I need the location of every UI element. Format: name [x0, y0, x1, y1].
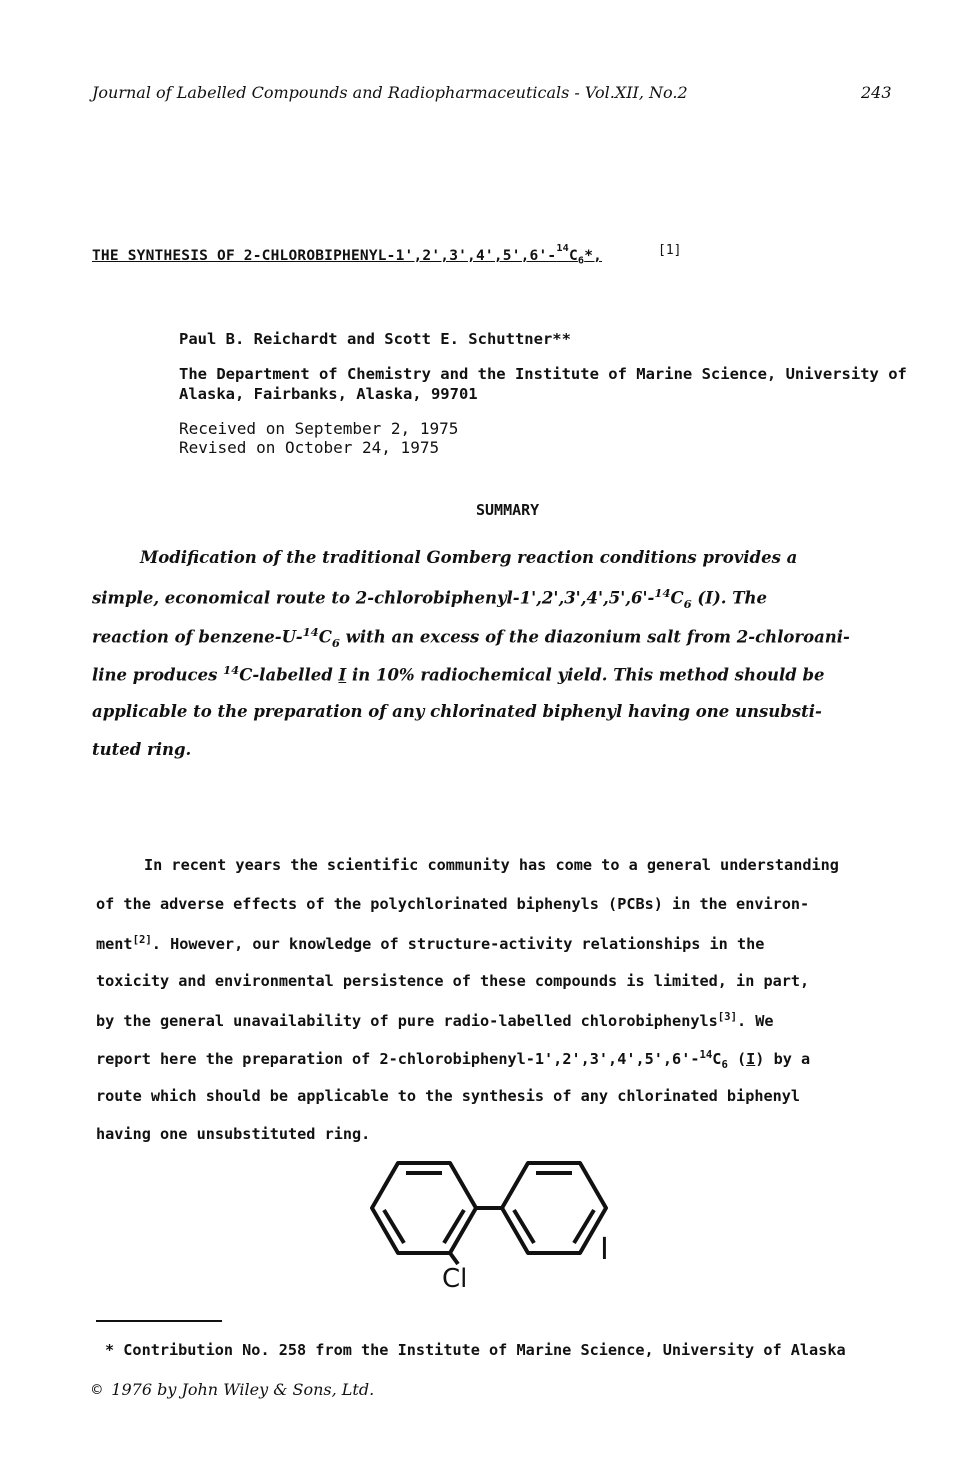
summary-line-2-tail: (I). The — [691, 588, 768, 608]
body-line-5 — [96, 1010, 774, 1030]
body-line-6-mid: ( — [727, 1050, 747, 1069]
copyright-symbol: © — [92, 1380, 102, 1399]
title-text: THE SYNTHESIS OF 2-CHLOROBIPHENYL-1',2',3',4',5',6'- — [92, 247, 557, 264]
affiliation-line-2: Alaska, Fairbanks, Alaska, 99701 — [179, 385, 478, 403]
left-benzene-ring — [372, 1163, 476, 1253]
summary-element-2: C — [318, 627, 332, 647]
title-reference: [1] — [658, 243, 682, 258]
summary-element-1: C — [670, 588, 684, 608]
summary-line-6: tuted ring. — [92, 740, 192, 759]
body-line-4: toxicity and environmental persistence of these compounds is limited, in part, — [96, 972, 810, 990]
body-line-2: of the adverse effects of the polychlorinated biphenyls (PCBs) in the environ- — [96, 895, 810, 913]
body-line-3-tail: . However, our knowledge of structure-activity relationships in the — [151, 935, 765, 954]
chlorine-bond — [450, 1253, 458, 1264]
body-element: C — [712, 1050, 722, 1069]
summary-heading: SUMMARY — [476, 501, 540, 519]
revised-date: Revised on October 24, 1975 — [179, 438, 440, 457]
summary-line-1: Modification of the traditional Gomberg reaction conditions provides a — [140, 548, 798, 567]
body-line-7: route which should be applicable to the synthesis of any chlorinated biphenyl — [96, 1087, 801, 1105]
summary-line-3-text: reaction of benzene-U- — [92, 627, 303, 647]
footnote: * Contribution No. 258 from the Institute of Marine Science, University of Alaska — [105, 1341, 846, 1359]
summary-line-2-text: simple, economical route to 2-chlorobiphenyl-1',2',3',4',5',6'- — [92, 588, 655, 608]
summary-line-4-tail: in 10% radiochemical yield. This method should be — [346, 665, 825, 685]
chlorine-label: Cl — [442, 1264, 468, 1294]
footnote-rule — [96, 1320, 222, 1322]
summary-isotope-1: 14 — [654, 586, 671, 600]
affiliation-line-1: The Department of Chemistry and the Institute of Marine Science, University of — [179, 365, 907, 383]
summary-compound-ref: I — [338, 665, 347, 685]
summary-isotope-2: 14 — [302, 625, 319, 639]
body-line-1: In recent years the scientific community has come to a general understanding — [144, 856, 839, 874]
summary-isotope-3: 14 — [223, 663, 240, 677]
body-line-6-tail: ) by a — [755, 1050, 811, 1069]
body-subscript: 6 — [721, 1058, 728, 1072]
body-line-3 — [96, 933, 764, 953]
title-marker: *, — [584, 247, 603, 264]
right-benzene-ring — [502, 1163, 606, 1253]
summary-line-2 — [92, 586, 767, 611]
summary-line-5: applicable to the preparation of any chlorinated biphenyl having one unsubsti- — [92, 702, 822, 721]
left-ring-double-bond-3 — [444, 1210, 464, 1243]
body-line-3-text: ment — [96, 935, 133, 954]
summary-line-3-tail: with an excess of the diazonium salt from 2-chloroani- — [339, 627, 850, 647]
body-isotope: 14 — [699, 1048, 713, 1061]
summary-line-4 — [92, 663, 825, 685]
citation-2: [2] — [132, 933, 152, 946]
body-line-6 — [96, 1048, 810, 1071]
citation-3: [3] — [717, 1010, 737, 1023]
article-title — [92, 243, 603, 267]
summary-subscript-1: 6 — [683, 596, 692, 611]
summary-line-3 — [92, 625, 850, 650]
body-line-5-text: by the general unavailability of pure radio-labelled chlorobiphenyls — [96, 1012, 718, 1031]
chemical-structure — [350, 1160, 650, 1300]
title-subscript: 6 — [577, 255, 585, 267]
authors: Paul B. Reichardt and Scott E. Schuttner** — [179, 330, 571, 348]
body-line-5-tail: . We — [736, 1012, 774, 1031]
body-line-8: having one unsubstituted ring. — [96, 1125, 371, 1143]
body-line-6-text: report here the preparation of 2-chlorobiphenyl-1',2',3',4',5',6'- — [96, 1050, 700, 1069]
right-ring-double-bond-2 — [514, 1210, 534, 1243]
copyright — [92, 1380, 374, 1399]
left-ring-double-bond-2 — [384, 1210, 404, 1243]
summary-line-4-mid: C-labelled — [239, 665, 339, 685]
right-ring-double-bond-3 — [574, 1210, 594, 1243]
received-date: Received on September 2, 1975 — [179, 419, 459, 438]
compound-label: I — [600, 1232, 609, 1267]
body-compound-ref: I — [746, 1050, 756, 1069]
page-number: 243 — [861, 83, 892, 102]
copyright-text: 1976 by John Wiley & Sons, Ltd. — [111, 1380, 375, 1399]
summary-subscript-2: 6 — [331, 635, 340, 650]
title-isotope: 14 — [556, 243, 569, 254]
running-head-journal: Journal of Labelled Compounds and Radiopharmaceuticals - Vol.XII, No.2 — [92, 83, 688, 102]
summary-line-4-text: line produces — [92, 665, 224, 685]
title-element: C — [568, 247, 578, 264]
